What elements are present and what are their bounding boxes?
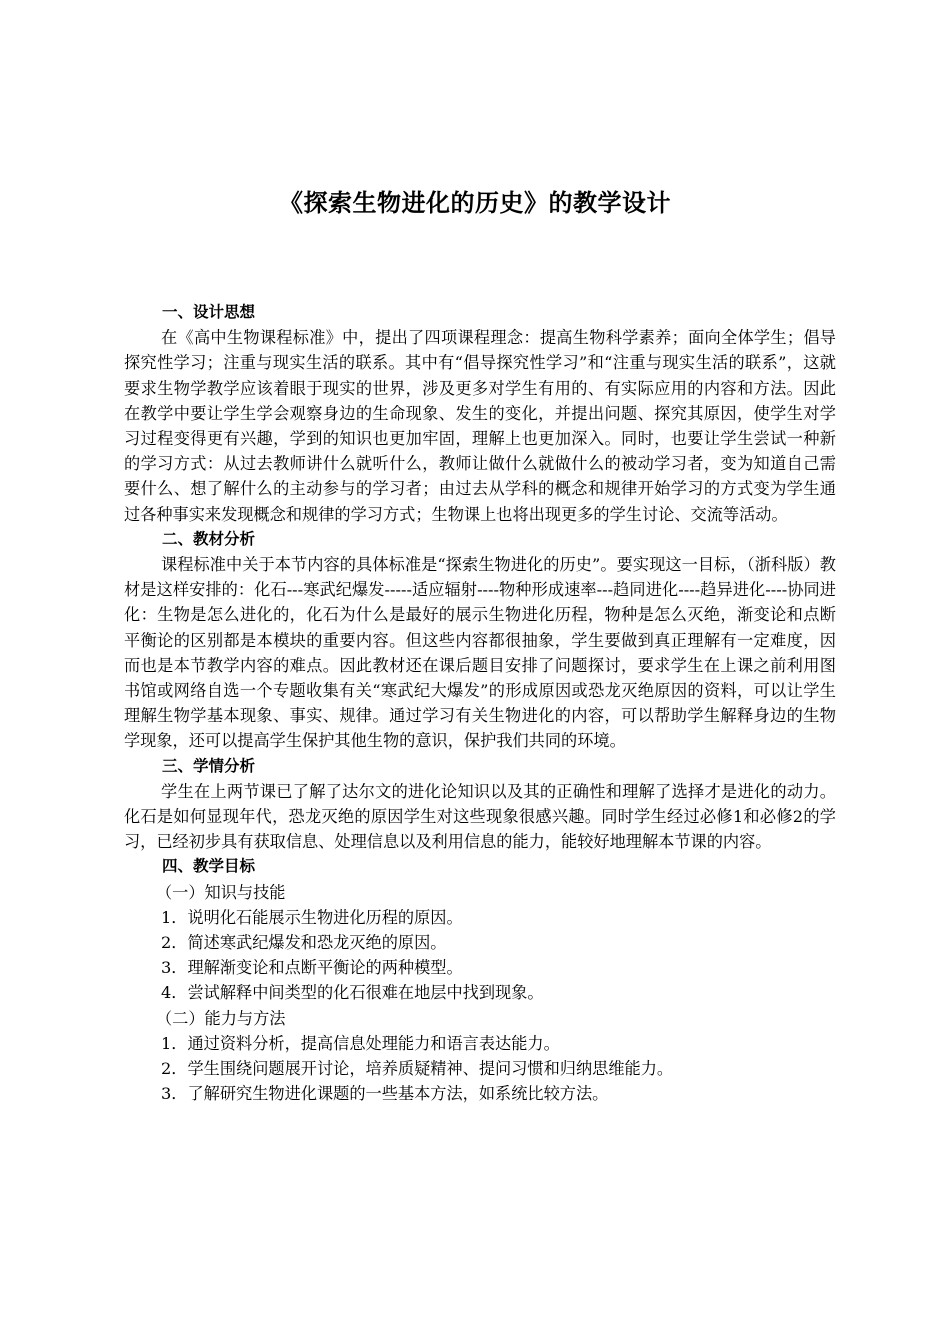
subheading-knowledge: （一）知识与技能 (156, 882, 286, 902)
section-heading-students: 三、学情分析 (162, 756, 256, 775)
document-body (124, 300, 836, 1107)
list-item: 2．学生围绕问题展开讨论，培养质疑精神、提问习惯和归纳思维能力。 (161, 1059, 674, 1079)
subheading-ability: （二）能力与方法 (156, 1008, 286, 1028)
paragraph-materials: 课程标准中关于本节内容的具体标准是“探索生物进化的历史”。要实现这一目标，（浙科版）教材是这样安排的：化石---寒武纪爆发-----适应辐射----物种形成速率---趋同进化----趋异进化----协同进化：生物是怎么进化的，化石为什么是最好的展示生物进化历程，物种是怎么灭绝，渐变论和点断平衡论的区别都是本模块的重要内容。但这些内容都很抽象，学生要做到真正理解有一定难度，因而也是本节教学内容的难点。因此教材还在课后题目安排了问题探讨，要求学生在上课之前利用图书馆或网络自选一个专题收集有关“寒武纪大爆发”的形成原因或恐龙灭绝原因的资料，可以让学生理解生物学基本现象、事实、规律。通过学习有关生物进化的内容，可以帮助学生解释身边的生物学现象，还可以提高学生保护其他生物的意识，保护我们共同的环境。 (124, 555, 836, 751)
list-item: 4．尝试解释中间类型的化石很难在地层中找到现象。 (161, 983, 544, 1003)
list-item: 1．说明化石能展示生物进化历程的原因。 (161, 907, 463, 927)
list-item: 1．通过资料分析，提高信息处理能力和语言表达能力。 (161, 1033, 560, 1053)
paragraph-students: 学生在上两节课已了解了达尔文的进化论知识以及其的正确性和理解了选择才是进化的动力。化石是如何显现年代，恐龙灭绝的原因学生对这些现象很感兴趣。同时学生经过必修1和必修2的学习，已经初步具有获取信息、处理信息以及利用信息的能力，能较好地理解本节课的内容。 (124, 781, 836, 852)
paragraph-design: 在《高中生物课程标准》中，提出了四项课程理念：提高生物科学素养；面向全体学生；倡导探究性学习；注重与现实生活的联系。其中有“倡导探究性学习”和“注重与现实生活的联系”，这就要求生物学教学应该着眼于现实的世界，涉及更多对学生有用的、有实际应用的内容和方法。因此在教学中要让学生学会观察身边的生命现象、发生的变化，并提出问题、探究其原因，使学生对学习过程变得更有兴趣，学到的知识也更加牢固，理解上也更加深入。同时，也要让学生尝试一种新的学习方式：从过去教师讲什么就听什么，教师让做什么就做什么的被动学习者，变为知道自己需要什么、想了解什么的主动参与的学习者；由过去从学科的概念和规律开始学习的方式变为学生通过各种事实来发现概念和规律的学习方式；生物课上也将出现更多的学生讨论、交流等活动。 (124, 328, 836, 524)
list-item: 2．简述寒武纪爆发和恐龙灭绝的原因。 (161, 933, 447, 953)
list-item: 3．理解渐变论和点断平衡论的两种模型。 (161, 958, 463, 978)
section-heading-objectives: 四、教学目标 (162, 857, 256, 876)
document-title: 《探索生物进化的历史》的教学设计 (279, 189, 671, 217)
section-heading-design: 一、设计思想 (162, 303, 256, 321)
list-item: 3．了解研究生物进化课题的一些基本方法，如系统比较方法。 (161, 1084, 609, 1104)
section-heading-materials: 二、教材分析 (162, 529, 256, 548)
